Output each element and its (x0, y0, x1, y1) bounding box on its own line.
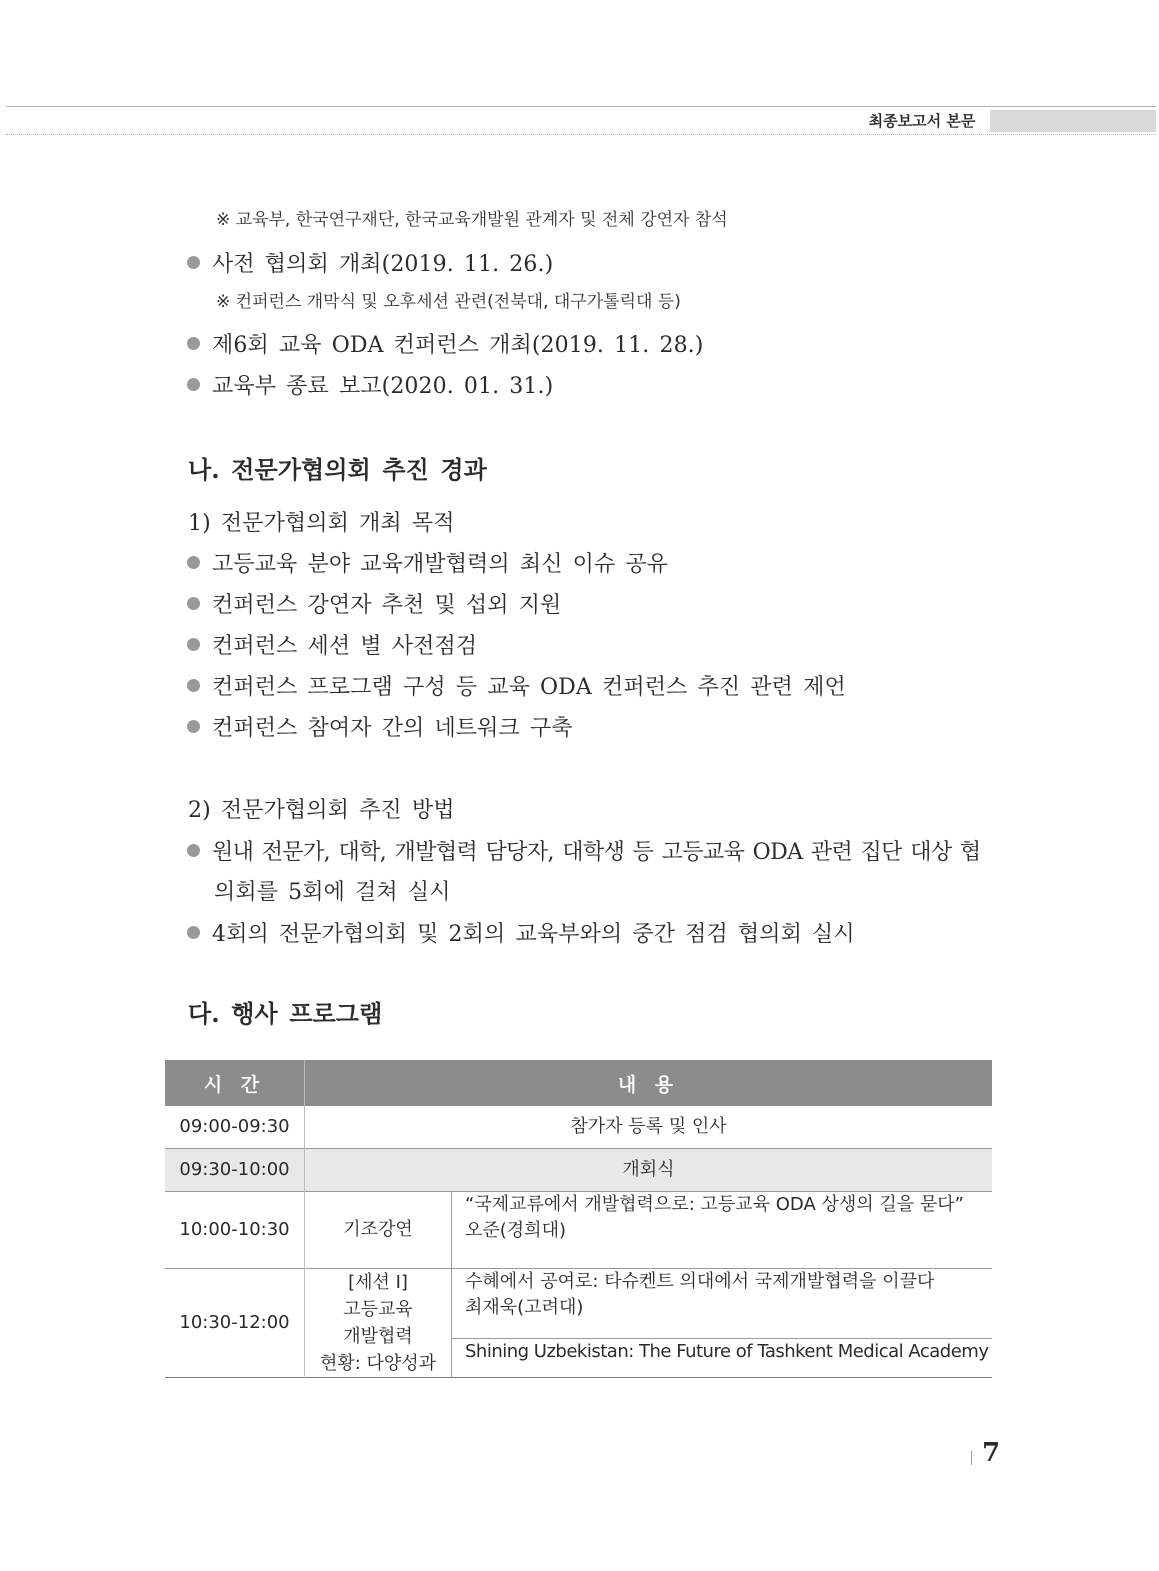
table-vrule (451, 1192, 452, 1378)
table-rule (165, 1191, 992, 1192)
table-cell-talk (451, 1339, 992, 1377)
session-line: [세션 I] (348, 1272, 408, 1293)
table-cell-session: 기조강연 (343, 1219, 413, 1240)
bullet-icon (187, 378, 200, 391)
list-item: 컨퍼런스 참여자 간의 네트워크 구축 (187, 714, 573, 744)
table-cell-content: 참가자 등록 및 인사 (570, 1116, 727, 1137)
table-header-time: 시 간 (165, 1060, 304, 1106)
subsection-title: 2) 전문가협의회 추진 방법 (188, 798, 455, 823)
table-rule-bottom (165, 1377, 992, 1378)
talk-title: 수혜에서 공여로: 타슈켄트 의대에서 국제개발협력을 이끌다 (465, 1271, 935, 1292)
bullet-icon (187, 844, 200, 857)
section-title: 나. 전문가협의회 추진 경과 (188, 455, 487, 484)
table-cell-time: 10:30-12:00 (179, 1312, 290, 1333)
list-item: 컨퍼런스 프로그램 구성 등 교육 ODA 컨퍼런스 추진 관련 제언 (187, 673, 846, 703)
talk-title: “국제교류에서 개발협력으로: 고등교육 ODA 상생의 길을 묻다” (465, 1194, 964, 1215)
table-cell-talk (451, 1269, 992, 1338)
header-dotted-rule (6, 134, 1156, 135)
list-item: 컨퍼런스 세션 별 사전점검 (187, 632, 477, 662)
session-line: 개발협력 (343, 1326, 413, 1347)
session-line: 고등교육 (343, 1299, 413, 1320)
table-cell-content: 개회식 (622, 1159, 675, 1180)
page-number-bar (971, 1451, 972, 1465)
bullet-icon (187, 679, 200, 692)
list-item: 컨퍼런스 강연자 추천 및 섭외 지원 (187, 591, 561, 621)
bullet-icon (187, 597, 200, 610)
header-rule (6, 106, 1156, 107)
header-gray-block (990, 110, 1156, 132)
bullet-icon (187, 556, 200, 569)
talk-speaker: 오준(경희대) (465, 1220, 566, 1241)
list-item: 제6회 교육 ODA 컨퍼런스 개최(2019. 11. 28.) (187, 331, 703, 361)
running-header: 최종보고서 본문 (868, 112, 976, 130)
page-number: 7 (982, 1438, 1001, 1468)
talk-title: Shining Uzbekistan: The Future of Tashkent Medical Academy (465, 1341, 989, 1362)
bullet-icon (187, 337, 200, 350)
bullet-icon (187, 638, 200, 651)
list-item-continuation: 의회를 5회에 걸쳐 실시 (214, 880, 451, 905)
bullet-icon (187, 926, 200, 939)
subsection-title: 1) 전문가협의회 개최 목적 (188, 511, 455, 536)
list-item: 원내 전문가, 대학, 개발협력 담당자, 대학생 등 고등교육 ODA 관련 집단 대상 협 (187, 838, 981, 868)
table-vrule (304, 1060, 305, 1378)
table-header-content: 내 용 (305, 1060, 992, 1106)
table-cell-time: 10:00-10:30 (179, 1219, 290, 1240)
table-cell-time: 09:00-09:30 (179, 1116, 290, 1137)
list-item: 교육부 종료 보고(2020. 01. 31.) (187, 372, 553, 402)
talk-speaker: 최재욱(고려대) (465, 1297, 584, 1318)
note-conference: ※ 컨퍼런스 개막식 및 오후세션 관련(전북대, 대구가톨릭대 등) (216, 292, 681, 312)
note-attendees: ※ 교육부, 한국연구재단, 한국교육개발원 관계자 및 전체 강연자 참석 (216, 210, 728, 230)
section-title: 다. 행사 프로그램 (188, 999, 383, 1028)
table-cell-session (305, 1269, 451, 1377)
table-rule (451, 1338, 992, 1339)
list-item: 고등교육 분야 교육개발협력의 최신 이슈 공유 (187, 550, 668, 580)
bullet-icon (187, 256, 200, 269)
bullet-icon (187, 720, 200, 733)
list-item: 사전 협의회 개최(2019. 11. 26.) (187, 250, 553, 280)
list-item: 4회의 전문가협의회 및 2회의 교육부와의 중간 점검 협의회 실시 (187, 920, 855, 950)
table-rule (165, 1268, 992, 1269)
table-cell-talk (451, 1192, 992, 1268)
table-rule (165, 1148, 992, 1149)
table-cell-time: 09:30-10:00 (179, 1159, 290, 1180)
session-line: 현황: 다양성과 (319, 1353, 437, 1374)
